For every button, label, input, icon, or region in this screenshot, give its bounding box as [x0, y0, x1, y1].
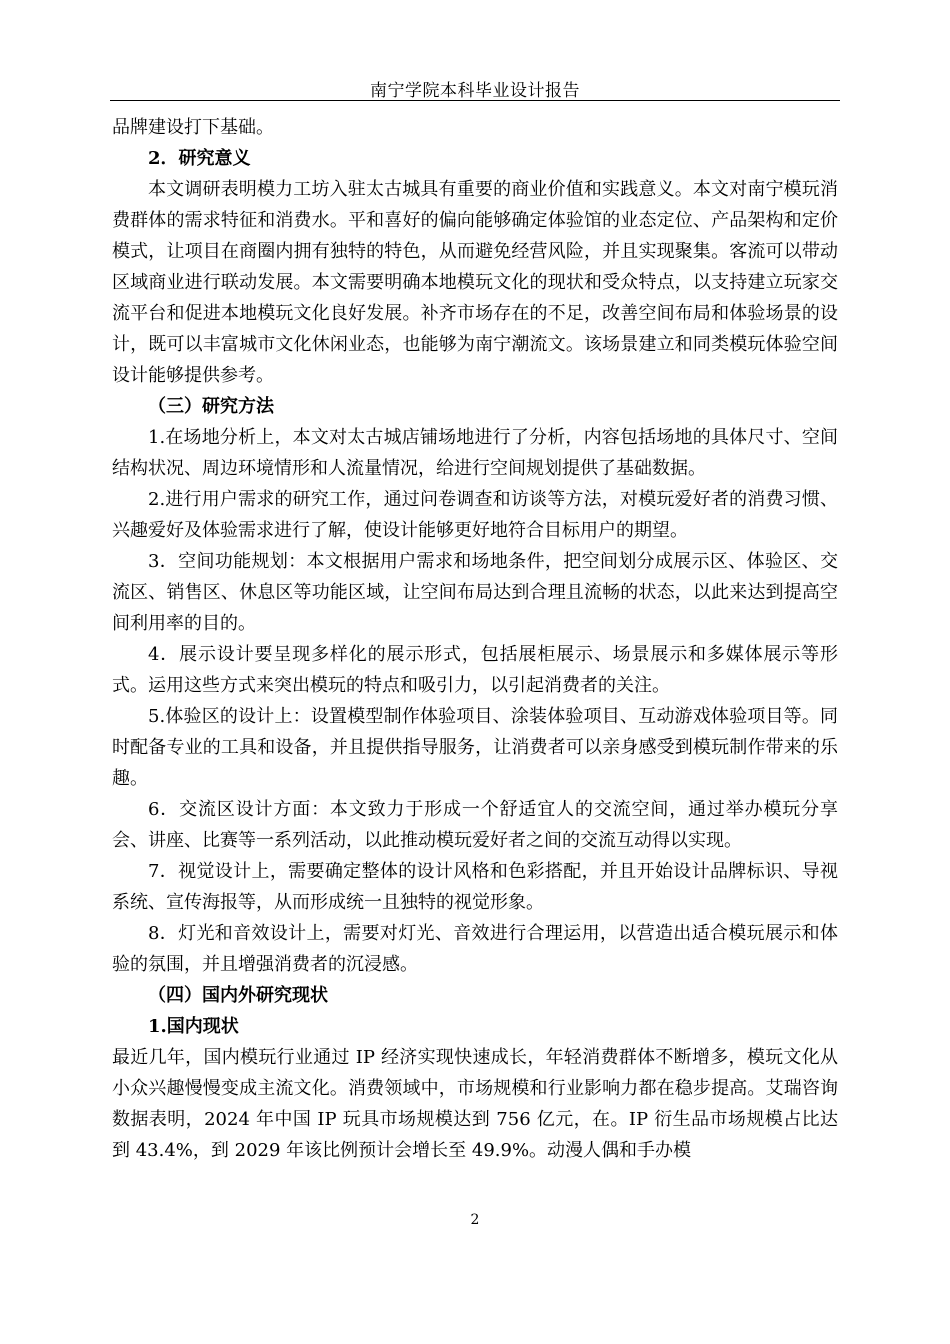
method-item-6: 6．交流区设计方面：本文致力于形成一个舒适宜人的交流空间，通过举办模玩分享会、讲座、比赛等一系列活动，以此推动模玩爱好者之间的交流互动得以实现。 [112, 799, 838, 851]
method-item-2: 2.进行用户需求的研究工作，通过问卷调查和访谈等方法，对模玩爱好者的消费习惯、兴趣爱好及体验需求进行了解，使设计能够更好地符合目标用户的期望。 [112, 489, 838, 541]
method-item-3: 3．空间功能规划：本文根据用户需求和场地条件，把空间划分成展示区、体验区、交流区、销售区、休息区等功能区域，让空间布局达到合理且流畅的状态，以此来达到提高空间利用率的目的。 [112, 551, 838, 634]
method-item-4: 4．展示设计要呈现多样化的展示形式，包括展柜展示、场景展示和多媒体展示等形式。运用这些方式来突出模玩的特点和吸引力，以引起消费者的关注。 [112, 644, 838, 696]
method-item-1: 1.在场地分析上，本文对太古城店铺场地进行了分析，内容包括场地的具体尺寸、空间结构状况、周边环境情形和人流量情况，给进行空间规划提供了基础数据。 [112, 427, 838, 479]
heading-research-status: （四）国内外研究现状 [148, 985, 328, 1006]
page-number: 2 [470, 1212, 480, 1228]
running-header: 南宁学院本科毕业设计报告 [370, 81, 580, 101]
method-item-5: 5.体验区的设计上：设置模型制作体验项目、涂装体验项目、互动游戏体验项目等。同时配备专业的工具和设备，并且提供指导服务，让消费者可以亲身感受到模玩制作带来的乐趣。 [112, 706, 838, 789]
paragraph-significance: 本文调研表明模力工坊入驻太古城具有重要的商业价值和实践意义。本文对南宁模玩消费群体的需求特征和消费水。平和喜好的偏向能够确定体验馆的业态定位、产品架构和定价模式，让项目在商圈内拥有独特的特色，从而避免经营风险，并且实现聚集。客流可以带动区域商业进行联动发展。本文需要明确本地模玩文化的现状和受众特点，以支持建立玩家交流平台和促进本地模玩文化良好发展。补齐市场存在的不足，改善空间布局和体验场景的设计，既可以丰富城市文化休闲业态，也能够为南宁潮流文。该场景建立和同类模玩体验空间设计能够提供参考。 [112, 179, 838, 386]
method-item-8: 8．灯光和音效设计上，需要对灯光、音效进行合理运用，以营造出适合模玩展示和体验的氛围，并且增强消费者的沉浸感。 [112, 923, 838, 975]
paragraph-continuation: 品牌建设打下基础。 [112, 117, 274, 138]
paragraph-domestic-status: 最近几年，国内模玩行业通过 IP 经济实现快速成长，年轻消费群体不断增多，模玩文化从小众兴趣慢慢变成主流文化。消费领域中，市场规模和行业影响力都在稳步提高。艾瑞咨询数据表明，2024 年中国 IP 玩具市场规模达到 756 亿元，在。IP 衍生品市场规模占比达到 43.4%，到 2029 年该比例预计会增长至 49.9%。动漫人偶和手办模 [112, 1047, 838, 1161]
heading-research-methods: （三）研究方法 [148, 396, 274, 417]
document-body [112, 112, 838, 1166]
heading-domestic-status: 1.国内现状 [148, 1016, 239, 1037]
header-rule [110, 100, 840, 101]
heading-research-significance: 2．研究意义 [148, 148, 251, 169]
method-item-7: 7．视觉设计上，需要确定整体的设计风格和色彩搭配，并且开始设计品牌标识、导视系统、宣传海报等，从而形成统一且独特的视觉形象。 [112, 861, 838, 913]
